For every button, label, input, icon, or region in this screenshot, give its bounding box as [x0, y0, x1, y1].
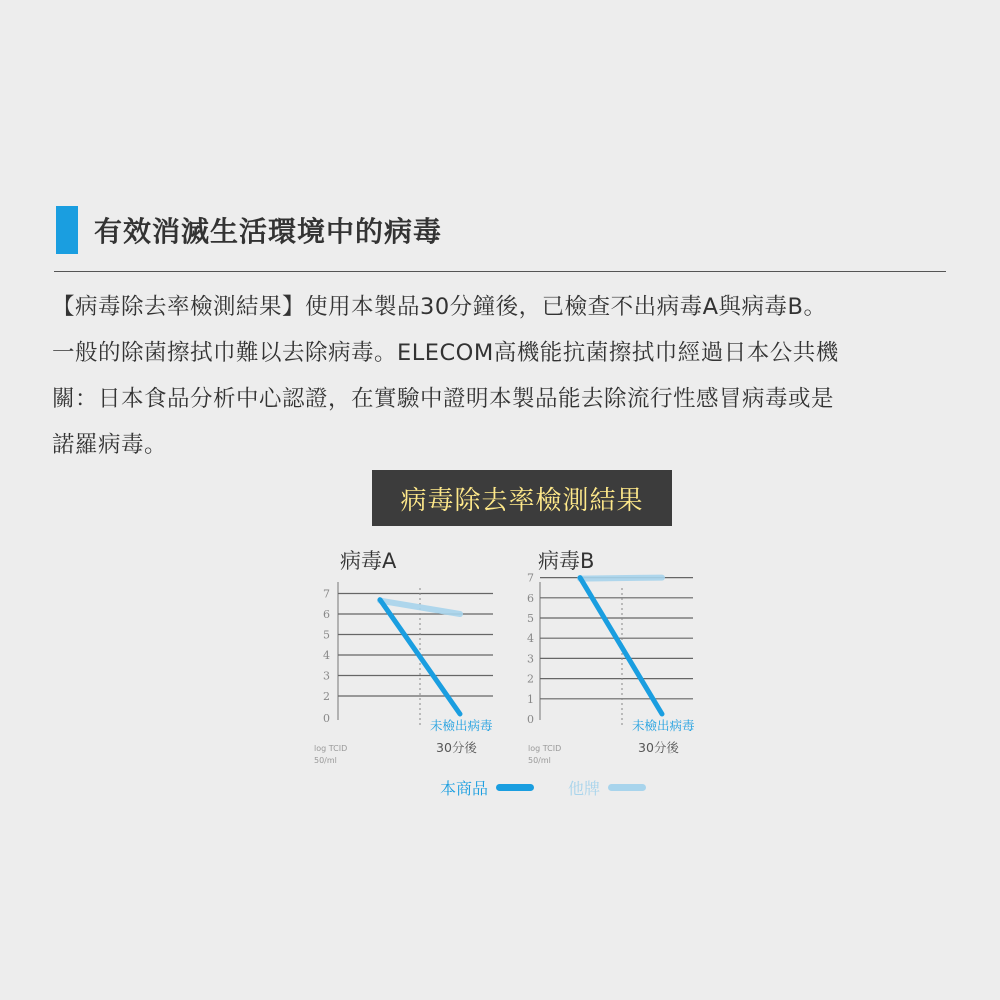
y-tick-label: 1	[527, 692, 534, 706]
not-detected-label: 未檢出病毒	[632, 718, 695, 733]
legend-label: 本商品	[440, 779, 489, 798]
y-tick-label: 2	[527, 672, 534, 686]
y-tick-label: 7	[323, 587, 330, 601]
y-tick-label: 5	[527, 612, 534, 625]
y-axis-unit: 50/ml	[528, 756, 551, 765]
y-tick-label: 5	[323, 628, 330, 642]
legend-swatch	[608, 784, 646, 791]
y-tick-label: 6	[527, 591, 534, 605]
not-detected-label: 未檢出病毒	[430, 718, 493, 733]
legend-item-product	[440, 776, 534, 799]
y-axis-unit: log TCID	[314, 744, 348, 753]
series-line-other-brand	[380, 601, 460, 614]
y-tick-label: 4	[527, 632, 534, 646]
chart-title: 病毒B	[538, 549, 595, 573]
chart-title: 病毒A	[340, 549, 397, 573]
y-tick-label: 3	[527, 652, 534, 666]
x-tick-label: 30分後	[638, 740, 679, 755]
y-axis-unit: 50/ml	[314, 756, 337, 765]
body-line: 一般的除菌擦拭巾難以去除病毒。ELECOM高機能抗菌擦拭巾經過日本公共機	[52, 340, 839, 366]
y-tick-label: 6	[323, 608, 330, 621]
x-tick-label: 30分後	[436, 740, 477, 755]
y-tick-label: 3	[323, 669, 330, 683]
y-tick-label: 7	[527, 571, 534, 585]
y-tick-label: 2	[323, 690, 330, 703]
series-line-other-brand	[580, 578, 662, 579]
series-line-product	[380, 600, 460, 714]
y-tick-label: 4	[323, 649, 330, 662]
y-axis-unit: log TCID	[528, 744, 562, 753]
chart-banner: 病毒除去率檢測結果	[372, 470, 672, 526]
section-title: 有效消滅生活環境中的病毒	[94, 215, 443, 248]
y-tick-label: 0	[323, 712, 330, 725]
body-line: 關：日本食品分析中心認證，在實驗中證明本製品能去除流行性感冒病毒或是	[52, 386, 835, 412]
chart-legend	[440, 776, 680, 799]
body-line: 諾羅病毒。	[52, 432, 168, 458]
body-line: 【病毒除去率檢測結果】使用本製品30分鐘後，已檢查不出病毒A與病毒B。	[52, 294, 827, 320]
legend-swatch	[496, 784, 534, 791]
legend-label: 他牌	[568, 779, 601, 798]
y-tick-label: 0	[527, 713, 534, 726]
legend-item-other-brand	[568, 776, 646, 799]
